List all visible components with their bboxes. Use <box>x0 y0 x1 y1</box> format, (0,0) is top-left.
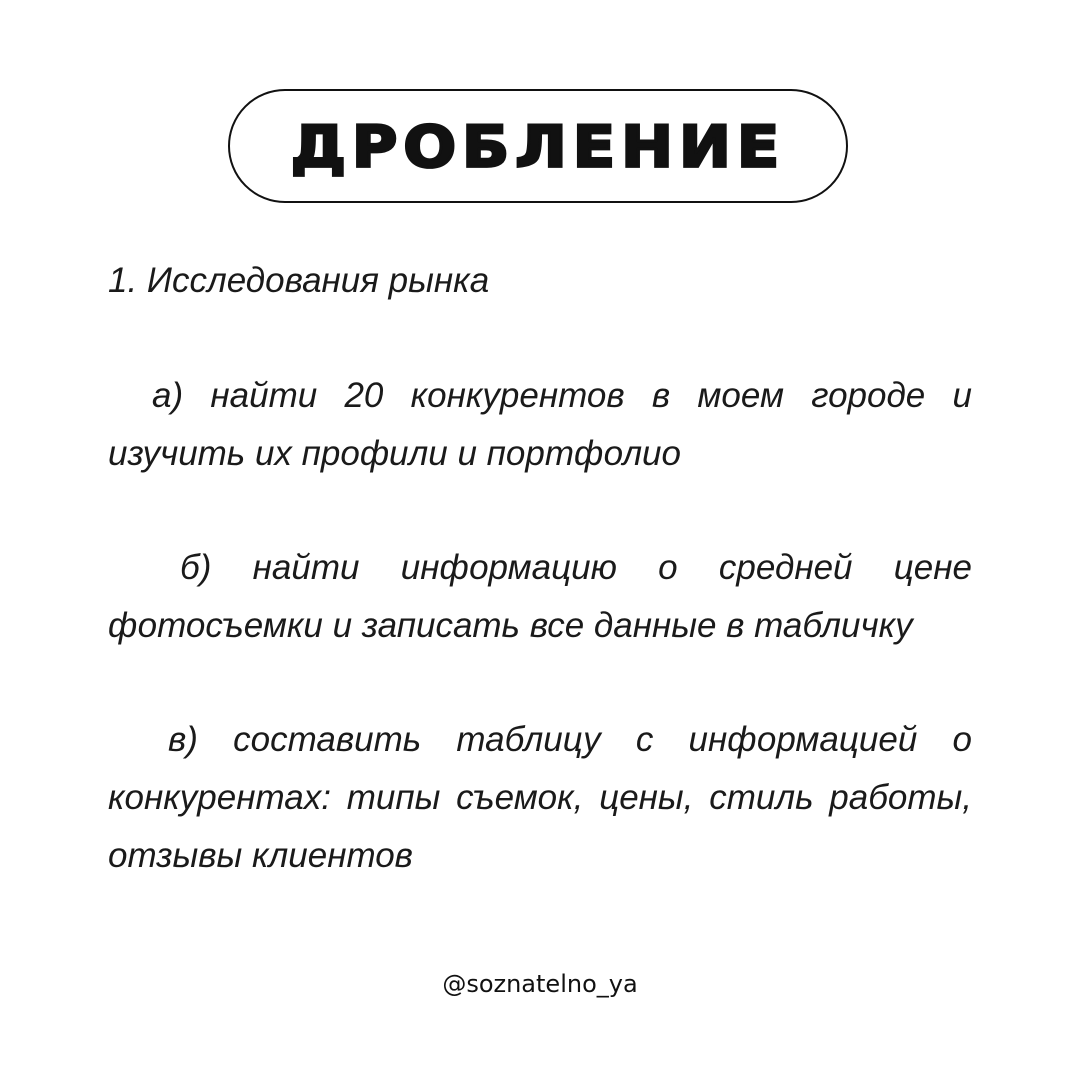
list-item-a: а) найти 20 конкурентов в моем городе и изучить их профили и портфолио <box>108 376 972 473</box>
section-heading: 1. Исследования рынка <box>108 261 490 300</box>
content-block <box>108 252 972 941</box>
author-handle: @soznatelno_ya <box>442 970 638 998</box>
list-item-b: б) найти информацию о средней цене фотосъемки и записать все данные в табличку <box>108 548 972 645</box>
page-title: ДРОБЛЕНИЕ <box>290 112 786 180</box>
list-item-c: в) составить таблицу с информацией о конкурентах: типы съемок, цены, стиль работы, отзывы клиентов <box>108 720 972 875</box>
title-pill <box>228 89 848 203</box>
